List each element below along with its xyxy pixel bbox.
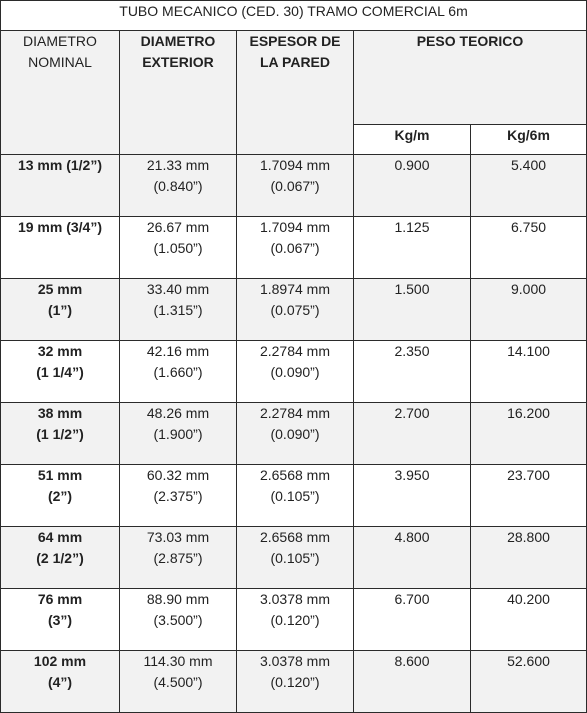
cell-diametro-nominal-text: 13 mm (1/2”) [17, 157, 103, 173]
cell-kg-m [354, 589, 471, 651]
cell-diametro-nominal-text: 38 mm [37, 405, 83, 421]
cell-diametro-exterior-text: (1.050”) [153, 240, 203, 256]
cell-espesor-pared [237, 155, 354, 217]
cell-espesor-pared-text: (0.120”) [270, 674, 320, 690]
cell-kg-6m [471, 527, 587, 589]
cell-kg-m [354, 279, 471, 341]
header-exterior-line2: EXTERIOR [142, 54, 214, 70]
header-nominal-line2: NOMINAL [28, 54, 92, 70]
table-row [1, 403, 587, 465]
table-row [1, 465, 587, 527]
cell-kg-6m [471, 155, 587, 217]
cell-diametro-exterior [120, 155, 237, 217]
cell-espesor-pared-text: 2.6568 mm [259, 467, 331, 483]
cell-kg-m-text: 4.800 [394, 529, 430, 545]
cell-diametro-exterior [120, 465, 237, 527]
cell-diametro-exterior [120, 341, 237, 403]
cell-espesor-pared [237, 589, 354, 651]
cell-espesor-pared-text: (0.105”) [270, 488, 320, 504]
cell-diametro-nominal-text: (3”) [47, 612, 73, 628]
cell-kg-6m-text: 5.400 [510, 157, 547, 173]
cell-espesor-pared-text: 1.7094 mm [259, 157, 331, 173]
cell-espesor-pared [237, 341, 354, 403]
table-title: TUBO MECANICO (CED. 30) TRAMO COMERCIAL 6m [1, 1, 587, 31]
cell-kg-6m-text: 14.100 [507, 343, 550, 359]
cell-espesor-pared-text: 2.6568 mm [259, 529, 331, 545]
cell-espesor-pared-text: (0.090”) [270, 426, 320, 442]
cell-kg-6m [471, 341, 587, 403]
cell-espesor-pared [237, 465, 354, 527]
cell-kg-m [354, 527, 471, 589]
cell-kg-m [354, 465, 471, 527]
cell-kg-m [354, 651, 471, 713]
cell-diametro-exterior [120, 279, 237, 341]
cell-diametro-exterior-text: (3.500”) [153, 612, 203, 628]
table-row [1, 217, 587, 279]
cell-espesor-pared-text: (0.105”) [270, 550, 320, 566]
cell-kg-6m-text: 23.700 [507, 467, 550, 483]
cell-kg-m [354, 217, 471, 279]
cell-diametro-nominal-text: 19 mm (3/4”) [17, 219, 103, 235]
header-kg-m: Kg/m [354, 125, 471, 155]
cell-espesor-pared-text: (0.067”) [270, 240, 320, 256]
cell-diametro-nominal [1, 465, 120, 527]
header-diametro-nominal [1, 31, 120, 155]
cell-espesor-pared-text: 2.2784 mm [259, 343, 331, 359]
cell-espesor-pared-text: (0.075”) [270, 302, 320, 318]
table-row [1, 155, 587, 217]
cell-espesor-pared-text: 2.2784 mm [259, 405, 331, 421]
cell-espesor-pared [237, 217, 354, 279]
cell-diametro-nominal-text: 25 mm [37, 281, 83, 297]
table-row [1, 279, 587, 341]
cell-espesor-pared [237, 651, 354, 713]
cell-kg-6m-text: 52.600 [507, 653, 550, 669]
cell-kg-6m [471, 465, 587, 527]
title-row [1, 1, 587, 31]
cell-espesor-pared-text: 1.8974 mm [259, 281, 331, 297]
cell-diametro-nominal-text: (2 1/2”) [36, 550, 84, 566]
cell-diametro-nominal-text: (1 1/2”) [36, 426, 84, 442]
cell-espesor-pared-text: (0.090”) [270, 364, 320, 380]
cell-kg-m-text: 1.500 [394, 281, 430, 297]
header-exterior-line1: DIAMETRO [140, 33, 216, 49]
cell-espesor-pared-text: 3.0378 mm [259, 653, 331, 669]
cell-espesor-pared [237, 279, 354, 341]
cell-diametro-nominal [1, 155, 120, 217]
cell-kg-6m-text: 40.200 [507, 591, 550, 607]
cell-kg-6m-text: 28.800 [507, 529, 550, 545]
cell-kg-m-text: 3.950 [394, 467, 430, 483]
cell-espesor-pared-text: (0.120”) [270, 612, 320, 628]
cell-diametro-exterior-text: (2.375”) [153, 488, 203, 504]
cell-espesor-pared-text: 1.7094 mm [259, 219, 331, 235]
cell-diametro-nominal-text: 64 mm [37, 529, 83, 545]
cell-kg-6m [471, 589, 587, 651]
cell-diametro-exterior-text: 33.40 mm [146, 281, 210, 297]
cell-diametro-exterior-text: (1.660”) [153, 364, 203, 380]
cell-diametro-exterior-text: 48.26 mm [146, 405, 210, 421]
cell-diametro-nominal [1, 341, 120, 403]
cell-espesor-pared-text: 3.0378 mm [259, 591, 331, 607]
cell-diametro-exterior-text: 88.90 mm [146, 591, 210, 607]
cell-kg-6m [471, 651, 587, 713]
table-row [1, 527, 587, 589]
cell-kg-m [354, 403, 471, 465]
cell-diametro-nominal-text: (1”) [47, 302, 73, 318]
cell-diametro-nominal-text: 32 mm [37, 343, 83, 359]
cell-kg-6m [471, 217, 587, 279]
header-peso-label: PESO TEORICO [416, 33, 524, 49]
cell-diametro-nominal-text: (4”) [47, 674, 73, 690]
cell-diametro-nominal [1, 403, 120, 465]
cell-diametro-exterior [120, 217, 237, 279]
cell-kg-m-text: 2.700 [394, 405, 430, 421]
cell-diametro-exterior-text: (1.315”) [153, 302, 203, 318]
cell-diametro-exterior-text: (0.840”) [153, 178, 203, 194]
cell-diametro-nominal [1, 527, 120, 589]
cell-diametro-exterior-text: 42.16 mm [146, 343, 210, 359]
cell-diametro-nominal [1, 217, 120, 279]
cell-diametro-nominal-text: (1 1/4”) [36, 364, 84, 380]
cell-diametro-exterior-text: (2.875”) [153, 550, 203, 566]
cell-espesor-pared [237, 527, 354, 589]
cell-diametro-nominal-text: 76 mm [37, 591, 83, 607]
header-espesor-line2: LA PARED [260, 54, 330, 70]
cell-kg-m-text: 8.600 [394, 653, 430, 669]
cell-kg-6m-text: 16.200 [507, 405, 550, 421]
header-row [1, 31, 587, 125]
cell-kg-m-text: 2.350 [394, 343, 430, 359]
table-row [1, 589, 587, 651]
cell-diametro-exterior-text: 26.67 mm [146, 219, 210, 235]
cell-diametro-exterior [120, 589, 237, 651]
cell-kg-6m-text: 9.000 [510, 281, 547, 297]
cell-diametro-nominal-text: (2”) [47, 488, 73, 504]
cell-diametro-exterior-text: (4.500”) [153, 674, 203, 690]
header-nominal-line1: DIAMETRO [23, 33, 97, 49]
header-peso-teorico [354, 31, 587, 125]
cell-diametro-nominal [1, 589, 120, 651]
cell-espesor-pared [237, 403, 354, 465]
cell-kg-m [354, 341, 471, 403]
cell-diametro-exterior-text: 21.33 mm [146, 157, 210, 173]
header-kg-6m: Kg/6m [471, 125, 587, 155]
cell-kg-m-text: 1.125 [394, 219, 430, 235]
cell-diametro-nominal [1, 651, 120, 713]
cell-kg-6m [471, 403, 587, 465]
cell-kg-m-text: 6.700 [394, 591, 430, 607]
cell-diametro-exterior [120, 527, 237, 589]
cell-diametro-exterior-text: 73.03 mm [146, 529, 210, 545]
cell-diametro-exterior-text: 60.32 mm [146, 467, 210, 483]
cell-kg-m [354, 155, 471, 217]
cell-kg-6m [471, 279, 587, 341]
cell-diametro-exterior [120, 651, 237, 713]
cell-diametro-nominal-text: 102 mm [33, 653, 87, 669]
cell-diametro-exterior-text: (1.900”) [153, 426, 203, 442]
cell-kg-m-text: 0.900 [394, 157, 430, 173]
cell-kg-6m-text: 6.750 [510, 219, 547, 235]
table-body [1, 155, 587, 713]
header-espesor-line1: ESPESOR DE [249, 33, 341, 49]
cell-diametro-exterior-text: 114.30 mm [143, 653, 213, 669]
cell-diametro-exterior [120, 403, 237, 465]
table-row [1, 651, 587, 713]
cell-espesor-pared-text: (0.067”) [270, 178, 320, 194]
cell-diametro-nominal-text: 51 mm [37, 467, 83, 483]
header-diametro-exterior [120, 31, 237, 155]
cell-diametro-nominal [1, 279, 120, 341]
table-row [1, 341, 587, 403]
header-espesor-pared [237, 31, 354, 155]
